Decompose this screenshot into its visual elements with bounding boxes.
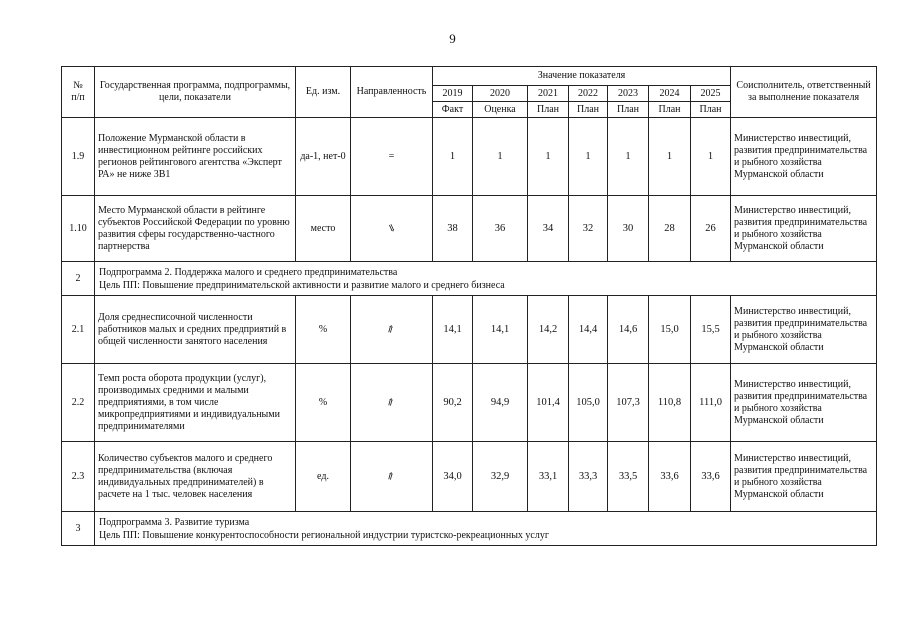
value-cell: 38 <box>433 196 473 262</box>
header-value-group: Значение показателя <box>433 67 731 86</box>
value-cell: 1 <box>433 118 473 196</box>
value-cell: 33,1 <box>528 442 569 512</box>
row-coexec: Министерство инвестиций, развития предпринимательства и рыбного хозяйства Мурманской области <box>731 196 877 262</box>
row-num: 2.1 <box>62 296 95 364</box>
row-name: Положение Мурманской области в инвестиционном рейтинге российских регионов рейтингового агентства «Эксперт РА» не ниже 3В1 <box>95 118 296 196</box>
table-row <box>62 442 877 512</box>
header-year: 2025 <box>691 86 731 102</box>
value-cell: 33,6 <box>691 442 731 512</box>
subprogram-title: Подпрограмма 3. Развитие туризма <box>99 516 250 528</box>
header-year: 2020 <box>473 86 528 102</box>
arrow-up-icon: ⇗ <box>384 322 398 336</box>
row-unit: ед. <box>296 442 351 512</box>
row-direction <box>351 296 433 364</box>
header-type: План <box>569 102 608 118</box>
value-cell: 14,4 <box>569 296 608 364</box>
value-cell: 14,2 <box>528 296 569 364</box>
arrow-up-icon: ⇗ <box>384 395 398 409</box>
header-year: 2021 <box>528 86 569 102</box>
row-name: Количество субъектов малого и среднего предпринимательства (включая индивидуальных предпринимателей) в расчете на 1 тыс. человек населения <box>95 442 296 512</box>
value-cell: 1 <box>608 118 649 196</box>
row-num: 1.9 <box>62 118 95 196</box>
header-year: 2023 <box>608 86 649 102</box>
subprogram-goal: Цель ПП: Повышение предпринимательской активности и развитие малого и среднего бизнеса <box>99 279 505 291</box>
value-cell: 33,6 <box>649 442 691 512</box>
value-cell: 1 <box>528 118 569 196</box>
value-cell: 107,3 <box>608 364 649 442</box>
header-program: Государственная программа, подпрограммы, цели, показатели <box>95 67 296 118</box>
equals-icon: = <box>388 150 395 162</box>
row-direction <box>351 118 433 196</box>
indicators-table <box>61 66 877 546</box>
arrow-up-icon: ⇗ <box>384 469 398 483</box>
row-unit: % <box>296 364 351 442</box>
table-row <box>62 196 877 262</box>
value-cell: 14,1 <box>433 296 473 364</box>
header-year: 2024 <box>649 86 691 102</box>
value-cell: 33,5 <box>608 442 649 512</box>
header-year: 2019 <box>433 86 473 102</box>
value-cell: 26 <box>691 196 731 262</box>
header-type: План <box>649 102 691 118</box>
table-row <box>62 364 877 442</box>
row-name: Место Мурманской области в рейтинге субъектов Российской Федерации по уровню развития сферы государственно-частного партнерства <box>95 196 296 262</box>
value-cell: 1 <box>473 118 528 196</box>
header-type: План <box>691 102 731 118</box>
value-cell: 28 <box>649 196 691 262</box>
value-cell: 15,5 <box>691 296 731 364</box>
row-num: 2.3 <box>62 442 95 512</box>
value-cell: 32 <box>569 196 608 262</box>
subprogram-cell <box>95 262 877 296</box>
value-cell: 34,0 <box>433 442 473 512</box>
header-type: План <box>528 102 569 118</box>
value-cell: 14,6 <box>608 296 649 364</box>
value-cell: 1 <box>691 118 731 196</box>
value-cell: 15,0 <box>649 296 691 364</box>
value-cell: 36 <box>473 196 528 262</box>
page-number: 9 <box>449 31 456 46</box>
header-direction: Направленность <box>351 67 433 118</box>
value-cell: 90,2 <box>433 364 473 442</box>
row-coexec: Министерство инвестиций, развития предпринимательства и рыбного хозяйства Мурманской области <box>731 364 877 442</box>
header-type: Факт <box>433 102 473 118</box>
value-cell: 101,4 <box>528 364 569 442</box>
subprogram-row <box>62 262 877 296</box>
row-num: 2.2 <box>62 364 95 442</box>
value-cell: 110,8 <box>649 364 691 442</box>
subprogram-num: 2 <box>62 262 95 296</box>
row-unit: место <box>296 196 351 262</box>
header-year: 2022 <box>569 86 608 102</box>
value-cell: 33,3 <box>569 442 608 512</box>
subprogram-row <box>62 512 877 546</box>
row-direction <box>351 442 433 512</box>
subprogram-title: Подпрограмма 2. Поддержка малого и среднего предпринимательства <box>99 266 398 278</box>
arrow-down-icon: ⇘ <box>385 221 398 235</box>
row-direction <box>351 364 433 442</box>
row-num: 1.10 <box>62 196 95 262</box>
row-direction <box>351 196 433 262</box>
row-name: Темп роста оборота продукции (услуг), производимых средними и малыми предприятиями, в том числе микропредприятиями и индивидуальными предпринимателями <box>95 364 296 442</box>
value-cell: 1 <box>569 118 608 196</box>
value-cell: 1 <box>649 118 691 196</box>
subprogram-goal: Цель ПП: Повышение конкурентоспособности региональной индустрии туристско-рекреационных услуг <box>99 529 549 541</box>
value-cell: 32,9 <box>473 442 528 512</box>
value-cell: 105,0 <box>569 364 608 442</box>
row-coexec: Министерство инвестиций, развития предпринимательства и рыбного хозяйства Мурманской области <box>731 442 877 512</box>
header-unit: Ед. изм. <box>296 67 351 118</box>
row-coexec: Министерство инвестиций, развития предпринимательства и рыбного хозяйства Мурманской области <box>731 296 877 364</box>
header-type: Оценка <box>473 102 528 118</box>
value-cell: 34 <box>528 196 569 262</box>
value-cell: 111,0 <box>691 364 731 442</box>
row-coexec: Министерство инвестиций, развития предпринимательства и рыбного хозяйства Мурманской области <box>731 118 877 196</box>
table-row <box>62 296 877 364</box>
table-row <box>62 118 877 196</box>
value-cell: 94,9 <box>473 364 528 442</box>
value-cell: 30 <box>608 196 649 262</box>
subprogram-cell <box>95 512 877 546</box>
row-unit: % <box>296 296 351 364</box>
row-name: Доля среднесписочной численности работников малых и средних предприятий в общей численности занятого населения <box>95 296 296 364</box>
subprogram-num: 3 <box>62 512 95 546</box>
header-coexec: Соисполнитель, ответственный за выполнение показателя <box>731 67 877 118</box>
row-unit: да-1, нет-0 <box>296 118 351 196</box>
header-num <box>62 67 95 118</box>
header-type: План <box>608 102 649 118</box>
value-cell: 14,1 <box>473 296 528 364</box>
header-num-label: № п/п <box>71 80 85 103</box>
